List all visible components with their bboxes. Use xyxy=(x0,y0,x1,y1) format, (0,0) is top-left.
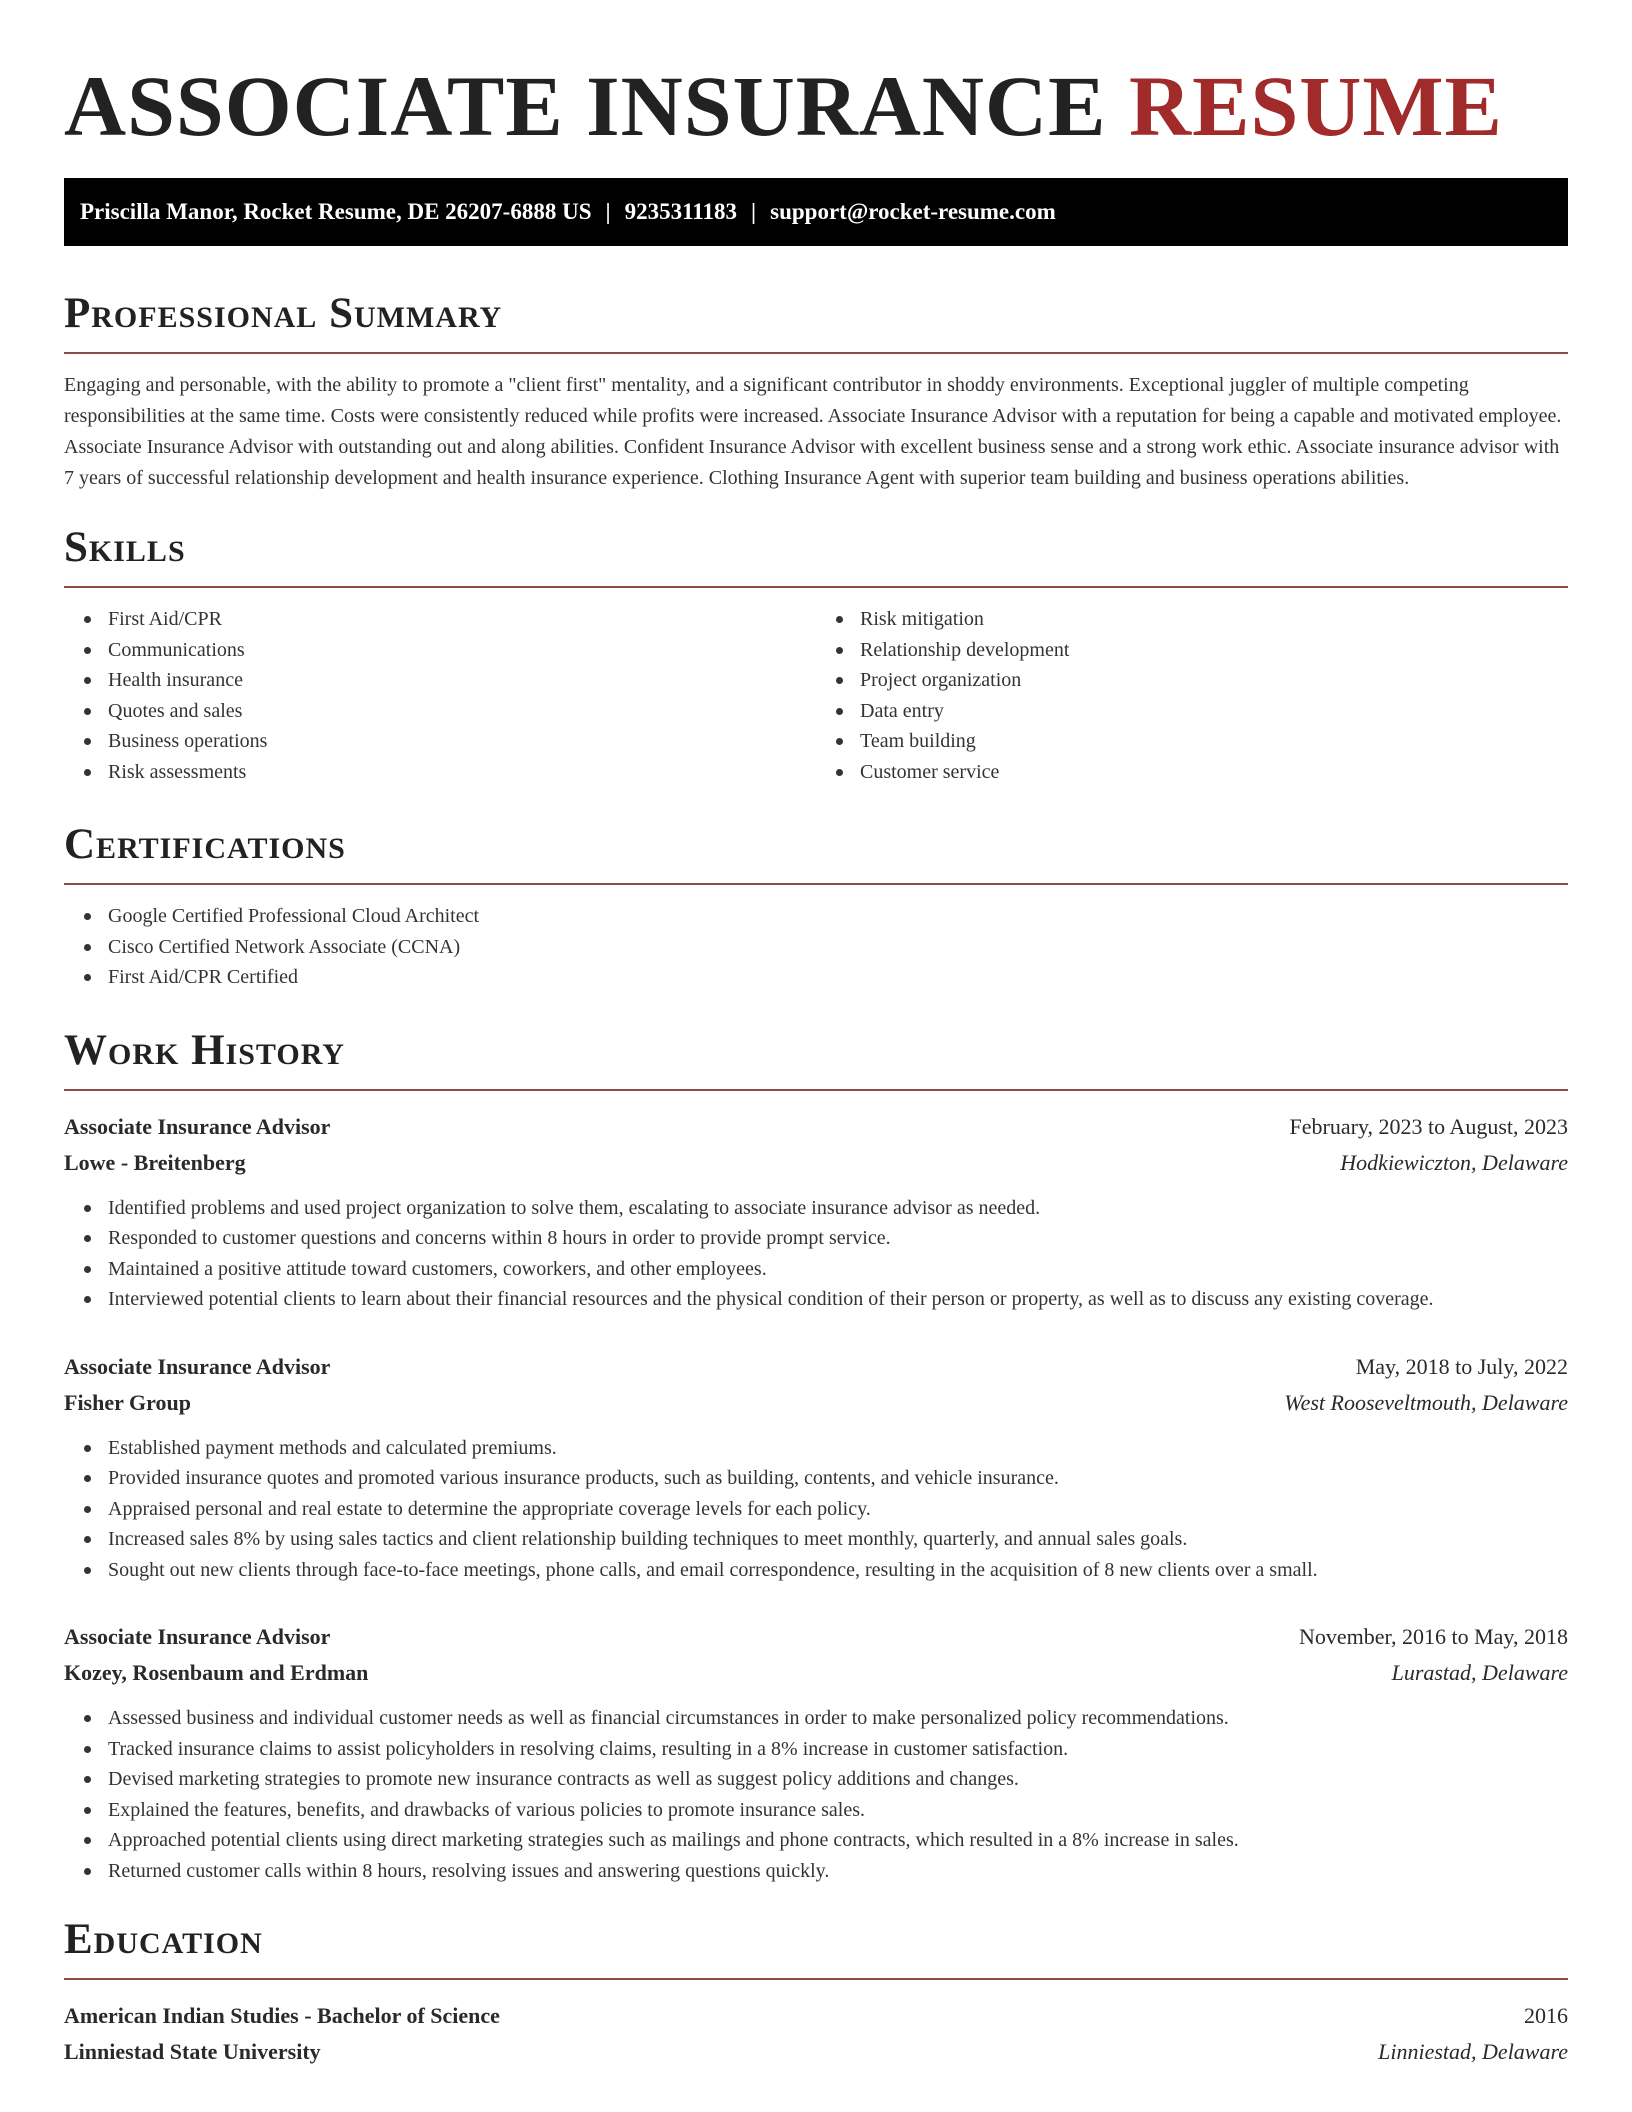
certifications-list xyxy=(64,901,1568,993)
certification-item: Cisco Certified Network Associate (CCNA) xyxy=(108,932,1568,963)
education-school: Linniestad State University xyxy=(64,2039,321,2064)
job-bullet: Maintained a positive attitude toward customers, coworkers, and other employees. xyxy=(108,1254,1568,1285)
job-bullet: Sought out new clients through face-to-face meetings, phone calls, and email correspondence, resulting in the acquisition of 8 new clients over a small. xyxy=(108,1555,1568,1586)
education-degree: American Indian Studies - Bachelor of Science xyxy=(64,2003,500,2028)
contact-email: support@rocket-resume.com xyxy=(770,199,1056,224)
education-degree-row xyxy=(64,1998,1568,2034)
job-bullets xyxy=(64,1433,1568,1586)
job-company-row xyxy=(64,1145,1568,1181)
skills-list-right xyxy=(816,604,1568,787)
skill-item: Health insurance xyxy=(108,665,816,696)
education-year: 2016 xyxy=(1524,2003,1568,2028)
skills-heading: Skills xyxy=(64,524,1568,588)
skill-item: Risk mitigation xyxy=(860,604,1568,635)
contact-separator: | xyxy=(605,199,611,224)
job-company-row xyxy=(64,1385,1568,1421)
contact-separator: | xyxy=(751,199,757,224)
job-location: West Rooseveltmouth, Delaware xyxy=(1284,1389,1568,1415)
education-school-row xyxy=(64,2034,1568,2070)
job-bullet: Approached potential clients using direct marketing strategies such as mailings and phone contracts, which resulted in a 8% increase in sales. xyxy=(108,1825,1568,1856)
summary-text: Engaging and personable, with the ability to promote a "client first" mentality, and a significant contributor in shoddy environments. Exceptional juggler of multiple competing responsibilities at the same time. Costs were consistently reduced while profits were increased. Associate Insurance Advisor with a reputation for being a capable and motivated employee. Associate Insurance Advisor with outstanding out and along abilities. Confident Insurance Advisor with excellent business sense and a strong work ethic. Associate insurance advisor with 7 years of successful relationship development and health insurance experience. Clothing Insurance Agent with superior team building and business operations abilities. xyxy=(64,374,1562,489)
certification-item: Google Certified Professional Cloud Architect xyxy=(108,901,1568,932)
skill-item: Risk assessments xyxy=(108,757,816,788)
work-history-section xyxy=(64,1027,1568,1887)
education-section xyxy=(64,1916,1568,2070)
job-bullet: Responded to customer questions and concerns within 8 hours in order to provide prompt service. xyxy=(108,1223,1568,1254)
certification-item: First Aid/CPR Certified xyxy=(108,962,1568,993)
summary-section xyxy=(64,290,1568,494)
job-title: Associate Insurance Advisor xyxy=(64,1353,331,1379)
job-bullets xyxy=(64,1703,1568,1886)
education-location: Linniestad, Delaware xyxy=(1378,2039,1568,2064)
job-title-row xyxy=(64,1109,1568,1145)
education-heading: Education xyxy=(64,1916,1568,1980)
job-company-row xyxy=(64,1655,1568,1691)
job-dates: May, 2018 to July, 2022 xyxy=(1355,1353,1568,1379)
skill-item: Team building xyxy=(860,726,1568,757)
job-location: Hodkiewiczton, Delaware xyxy=(1340,1149,1568,1175)
job-title-row xyxy=(64,1619,1568,1655)
skills-list-left xyxy=(64,604,816,787)
job-company: Kozey, Rosenbaum and Erdman xyxy=(64,1660,369,1685)
job-title: Associate Insurance Advisor xyxy=(64,1113,331,1139)
job-bullet: Assessed business and individual customer needs as well as financial circumstances in order to make personalized policy recommendations. xyxy=(108,1703,1568,1734)
job-bullet: Increased sales 8% by using sales tactics and client relationship building techniques to meet monthly, quarterly, and annual sales goals. xyxy=(108,1524,1568,1555)
contact-bar xyxy=(64,178,1568,246)
skill-item: Data entry xyxy=(860,696,1568,727)
job-bullet: Tracked insurance claims to assist policyholders in resolving claims, resulting in a 8% increase in customer satisfaction. xyxy=(108,1734,1568,1765)
job-dates: February, 2023 to August, 2023 xyxy=(1289,1113,1568,1139)
job-bullet: Interviewed potential clients to learn about their financial resources and the physical condition of their person or property, as well as to discuss any existing coverage. xyxy=(108,1284,1568,1315)
job-dates: November, 2016 to May, 2018 xyxy=(1299,1624,1568,1649)
job-title-row xyxy=(64,1349,1568,1385)
skill-item: Project organization xyxy=(860,665,1568,696)
title-main: ASSOCIATE INSURANCE xyxy=(64,58,1107,154)
work-history-heading: Work History xyxy=(64,1027,1568,1091)
skill-item: Business operations xyxy=(108,726,816,757)
contact-phone: 9235311183 xyxy=(624,199,738,224)
certifications-section xyxy=(64,821,1568,993)
education-entry xyxy=(64,1998,1568,2070)
job-entry xyxy=(64,1619,1568,1886)
job-bullet: Provided insurance quotes and promoted various insurance products, such as building, contents, and vehicle insurance. xyxy=(108,1463,1568,1494)
job-location: Lurastad, Delaware xyxy=(1391,1660,1568,1685)
contact-address: Priscilla Manor, Rocket Resume, DE 26207-6888 US xyxy=(80,199,592,224)
title-accent: RESUME xyxy=(1128,58,1503,154)
job-entry xyxy=(64,1109,1568,1315)
job-bullet: Identified problems and used project organization to solve them, escalating to associate insurance advisor as needed. xyxy=(108,1193,1568,1224)
job-title: Associate Insurance Advisor xyxy=(64,1624,331,1649)
job-bullet: Devised marketing strategies to promote new insurance contracts as well as suggest policy additions and changes. xyxy=(108,1764,1568,1795)
job-entry xyxy=(64,1349,1568,1586)
job-bullet: Established payment methods and calculated premiums. xyxy=(108,1433,1568,1464)
certifications-heading: Certifications xyxy=(64,821,1568,885)
skill-item: Customer service xyxy=(860,757,1568,788)
job-company: Fisher Group xyxy=(64,1389,191,1415)
job-bullet: Returned customer calls within 8 hours, resolving issues and answering questions quickly. xyxy=(108,1856,1568,1887)
job-bullets xyxy=(64,1193,1568,1315)
job-bullet: Appraised personal and real estate to determine the appropriate coverage levels for each policy. xyxy=(108,1494,1568,1525)
resume-title xyxy=(64,58,1568,154)
skill-item: Relationship development xyxy=(860,635,1568,666)
skills-section xyxy=(64,524,1568,787)
skill-item: Quotes and sales xyxy=(108,696,816,727)
job-bullet: Explained the features, benefits, and drawbacks of various policies to promote insurance sales. xyxy=(108,1795,1568,1826)
job-company: Lowe - Breitenberg xyxy=(64,1149,246,1175)
skills-grid xyxy=(64,604,1568,787)
skill-item: First Aid/CPR xyxy=(108,604,816,635)
summary-heading: Professional Summary xyxy=(64,290,1568,354)
skill-item: Communications xyxy=(108,635,816,666)
